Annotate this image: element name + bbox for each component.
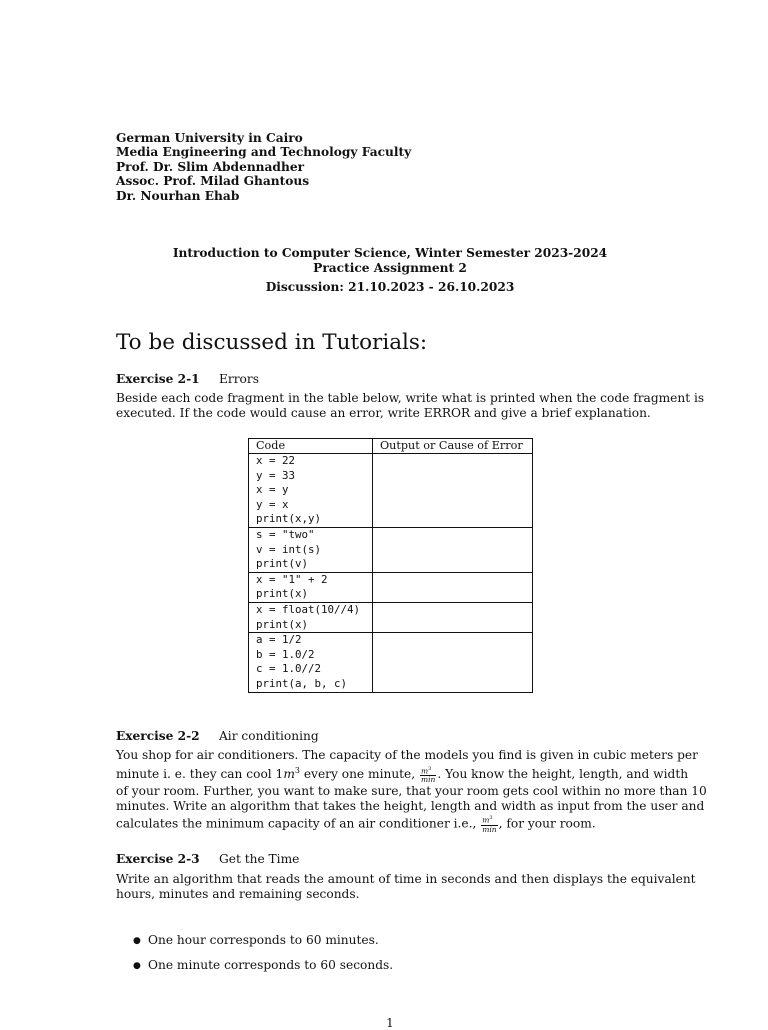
- math-m: m: [283, 767, 295, 782]
- bullet-icon: ●: [133, 961, 141, 971]
- code-cell: x = "1" + 2 print(x): [249, 572, 373, 602]
- header-line-assoc-professor: Assoc. Prof. Milad Ghantous: [116, 174, 310, 189]
- code-cell: s = "two" v = int(s) print(v): [249, 527, 373, 572]
- text-span: . You know the height, length, and width: [437, 767, 689, 782]
- header-line-professor: Prof. Dr. Slim Abdennadher: [116, 159, 304, 174]
- exercise-3-name: Get the Time: [219, 852, 300, 866]
- exercise-3-text-line: hours, minutes and remaining seconds.: [116, 887, 360, 901]
- table-row: [249, 454, 533, 528]
- text-span: minute i. e. they can cool 1: [116, 767, 284, 782]
- exercise-2-number: Exercise 2-2: [116, 729, 200, 743]
- fraction-numerator: m: [421, 766, 429, 776]
- exercise-3-text-line: Write an algorithm that reads the amount of time in seconds and then displays the equivalent: [116, 872, 696, 886]
- bullet-icon: ●: [133, 936, 141, 946]
- code-cell: a = 1/2 b = 1.0/2 c = 1.0//2 print(a, b, c): [249, 633, 373, 692]
- page-number: 1: [386, 1016, 394, 1030]
- text-span: calculates the minimum capacity of an air conditioner i.e.,: [116, 816, 481, 831]
- list-item-text: One hour corresponds to 60 minutes.: [148, 933, 379, 947]
- exercise-2-text-line: You shop for air conditioners. The capacity of the models you find is given in cubic meters per: [116, 748, 698, 762]
- header-line-doctor: Dr. Nourhan Ehab: [116, 188, 240, 203]
- output-cell[interactable]: [373, 633, 533, 692]
- table-row: [249, 572, 533, 602]
- exercise-1-heading: [116, 372, 259, 386]
- author-header: [116, 131, 411, 203]
- output-cell[interactable]: [373, 602, 533, 632]
- exercise-1-text-line: Beside each code fragment in the table below, write what is printed when the code fragment is: [116, 391, 705, 405]
- text-span: , for your room.: [498, 816, 596, 831]
- cubic-meters-per-minute-fraction: [481, 814, 497, 834]
- header-line-faculty: Media Engineering and Technology Faculty: [116, 145, 412, 160]
- list-item-text: One minute corresponds to 60 seconds.: [148, 958, 394, 972]
- fraction-denominator: min: [482, 824, 497, 834]
- list-item: [133, 933, 379, 947]
- output-cell[interactable]: [373, 527, 533, 572]
- code-cell: x = 22 y = 33 x = y y = x print(x,y): [249, 454, 373, 528]
- math-exponent: 3: [294, 766, 300, 775]
- column-header-code: Code: [249, 439, 373, 454]
- text-span: every one minute,: [299, 767, 420, 782]
- output-cell[interactable]: [373, 454, 533, 528]
- fraction-exponent: 3: [428, 765, 432, 772]
- exercise-1-name: Errors: [219, 372, 259, 386]
- table-row: [249, 602, 533, 632]
- exercise-2-description: [116, 748, 707, 834]
- fraction-denominator: min: [421, 775, 436, 785]
- code-output-table: [248, 438, 533, 693]
- exercise-1-number: Exercise 2-1: [116, 372, 200, 386]
- section-heading: To be discussed in Tutorials:: [116, 330, 428, 355]
- code-cell: x = float(10//4) print(x): [249, 602, 373, 632]
- header-line-university: German University in Cairo: [116, 131, 303, 145]
- column-header-output: Output or Cause of Error: [373, 439, 533, 454]
- cubic-meters-per-minute-fraction: [420, 765, 436, 785]
- assignment-title: [0, 246, 768, 295]
- exercise-2-name: Air conditioning: [219, 729, 319, 743]
- exercise-3-heading: [116, 852, 299, 866]
- list-item: [133, 958, 393, 972]
- exercise-1-text-line: executed. If the code would cause an error, write ERROR and give a brief explanation.: [116, 406, 651, 420]
- exercise-2-heading: [116, 729, 319, 743]
- table-row: [249, 633, 533, 692]
- exercise-3-description: [116, 872, 696, 902]
- output-cell[interactable]: [373, 572, 533, 602]
- exercise-1-description: [116, 391, 705, 421]
- exercise-3-number: Exercise 2-3: [116, 852, 200, 866]
- course-title: Introduction to Computer Science, Winter Semester 2023-2024: [172, 246, 608, 260]
- fraction-exponent: 3: [489, 815, 493, 822]
- table-row: [249, 527, 533, 572]
- discussion-dates: Discussion: 21.10.2023 - 26.10.2023: [265, 280, 515, 294]
- exercise-2-text-line: of your room. Further, you want to make sure, that your room gets cool within no more than 10: [116, 784, 707, 799]
- table-header-row: [249, 439, 533, 454]
- exercise-2-text-line: minutes. Write an algorithm that takes the height, length and width as input from the user and: [116, 799, 705, 814]
- fraction-numerator: m: [482, 815, 490, 825]
- exercise-2-text-line: [116, 814, 665, 834]
- exercise-2-text-line: [116, 763, 689, 785]
- assignment-name: Practice Assignment 2: [313, 261, 467, 275]
